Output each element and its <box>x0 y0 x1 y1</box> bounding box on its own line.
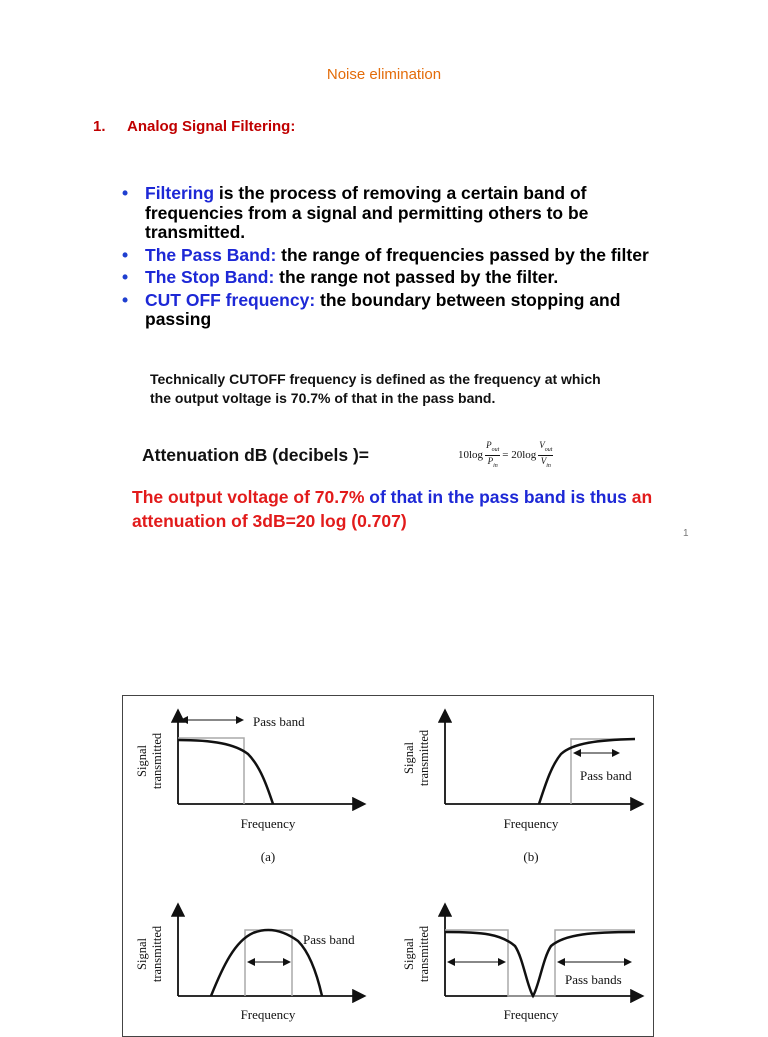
panel-b-highpass <box>402 712 641 864</box>
bullet-term: The Pass Band: <box>145 244 277 265</box>
formula-lhs: 10log <box>458 449 484 462</box>
output-statement <box>132 485 672 533</box>
annotation-label: Pass bands <box>565 972 622 987</box>
annotation-label: Pass band <box>580 768 632 783</box>
annotation-label: Pass band <box>253 714 305 729</box>
bullet-dot-icon: • <box>122 183 129 203</box>
bullet-dot-icon: • <box>122 289 129 310</box>
bullet-cutoff <box>118 291 678 330</box>
bullet-term: The Stop Band: <box>145 267 275 287</box>
panel-d-bandstop <box>402 906 641 1022</box>
panel-a-lowpass <box>135 712 363 864</box>
bullet-dot-icon: • <box>122 244 129 265</box>
bullet-dot-icon: • <box>122 267 129 287</box>
bullet-filtering <box>118 184 678 243</box>
statement-part-2: of that in the pass band is thus <box>364 487 627 507</box>
note-term: CUTOFF <box>229 371 286 387</box>
note-prefix: Technically <box>150 371 230 387</box>
power-ratio <box>485 440 500 471</box>
bullet-text: is the process of removing a certain band of frequencies from a signal and permitting others to be transmitted. <box>145 183 589 242</box>
x-axis-label: Frequency <box>503 816 559 831</box>
x-axis-label: Frequency <box>240 1007 296 1022</box>
bullet-text: the range not passed by the filter. <box>274 267 559 287</box>
y-axis-label: Signal <box>135 938 149 970</box>
y-axis-label: transmitted <box>150 925 164 983</box>
page-number: 1 <box>683 528 689 539</box>
x-axis-label: Frequency <box>503 1007 559 1022</box>
voltage-in-sub: in <box>546 462 551 469</box>
bullet-text: the boundary between stopping and passing <box>145 289 621 329</box>
attenuation-formula <box>458 440 553 471</box>
x-axis-label: Frequency <box>240 816 296 831</box>
section-number: 1. <box>93 118 106 135</box>
page-title: Noise elimination <box>326 66 442 83</box>
bullet-text: the range of frequencies passed by the filter <box>276 244 649 265</box>
power-in-symbol: P <box>487 455 494 466</box>
bullet-term: CUT OFF frequency: <box>145 289 316 310</box>
response-curve <box>178 740 273 804</box>
panel-c-bandpass <box>135 906 363 1022</box>
y-axis-label: Signal <box>135 745 149 777</box>
y-axis-label: transmitted <box>417 925 431 983</box>
annotation-label: Pass band <box>303 932 355 947</box>
y-axis-label: Signal <box>402 938 416 970</box>
bullet-pass-band <box>118 246 678 266</box>
section-title: Analog Signal Filtering: <box>127 118 296 135</box>
power-in-sub: in <box>493 462 498 469</box>
y-axis-label: Signal <box>402 742 416 774</box>
statement-part-3: an attenuation of 3dB=20 log (0.707) <box>132 487 653 531</box>
y-axis-label: transmitted <box>150 732 164 790</box>
attenuation-label: Attenuation dB (decibels )= <box>142 445 370 465</box>
definition-list <box>118 184 678 333</box>
voltage-ratio <box>538 440 553 471</box>
technical-note <box>150 370 620 408</box>
bullet-term: Filtering <box>145 183 215 203</box>
filter-diagram <box>123 696 653 1036</box>
power-out-symbol: P <box>486 440 492 450</box>
panel-caption: (b) <box>523 849 539 864</box>
filter-types-figure <box>122 695 654 1037</box>
panel-caption: (a) <box>260 849 276 864</box>
y-axis-label: transmitted <box>417 729 431 787</box>
power-out-sub: out <box>491 446 500 453</box>
bullet-stop-band <box>118 268 678 288</box>
ideal-response <box>245 930 292 996</box>
voltage-in-symbol: V <box>540 455 547 466</box>
section-heading <box>93 118 295 135</box>
voltage-out-sub: out <box>544 446 553 453</box>
formula-rhs: = 20log <box>502 449 537 462</box>
voltage-out-symbol: V <box>539 440 545 450</box>
statement-part-1: The output voltage of 70.7% <box>132 487 365 507</box>
note-suffix: frequency is defined as the frequency at which the output voltage is 70.7% of that in the pass band. <box>150 371 601 406</box>
